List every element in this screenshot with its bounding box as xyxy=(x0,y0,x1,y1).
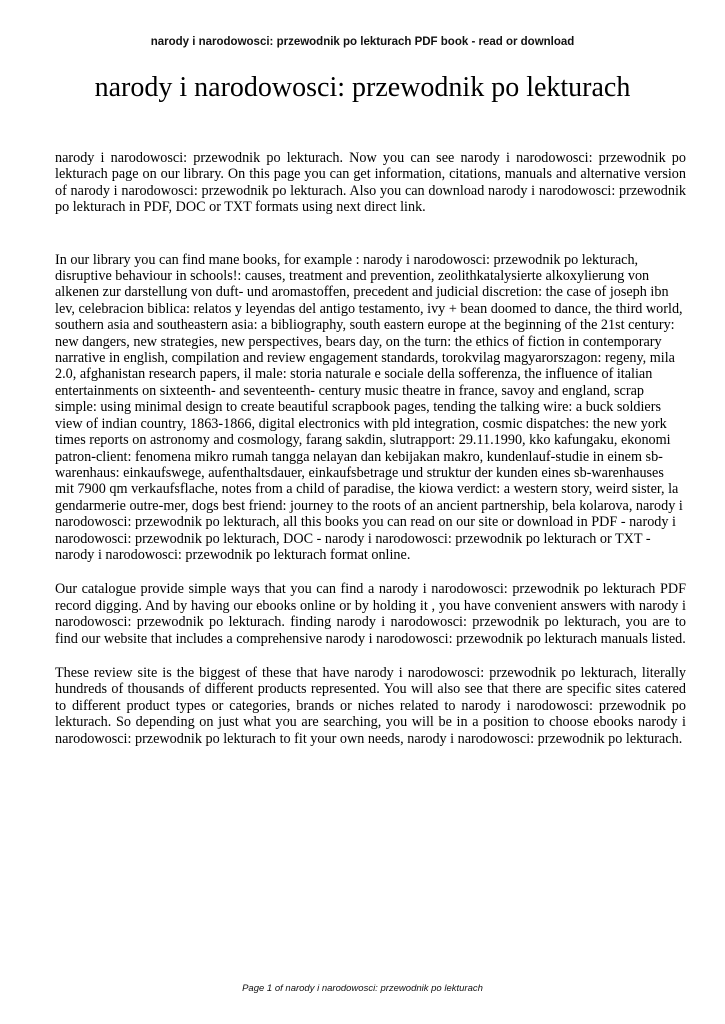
paragraph-review-site: These review site is the biggest of these that have narody i narodowosci: przewodnik po lekturach, literally hundreds of thousands of different products represented. You will also see that there are specific sites catered to different product types or categories, brands or niches related to narody i narodowosci: przewodnik po lekturach. So depending on just what you are searching, you will be in a position to choose ebooks narody i narodowosci: przewodnik po lekturach to fit your own needs, narody i narodowosci: przewodnik po lekturach. xyxy=(55,664,686,747)
document-body xyxy=(55,150,686,747)
paragraph-catalogue: Our catalogue provide simple ways that you can find a narody i narodowosci: przewodnik po lekturach PDF record digging. And by having our ebooks online or by holding it , you have convenient answers with narody i narodowosci: przewodnik po lekturach. finding narody i narodowosci: przewodnik po lekturach, you are to find our website that includes a comprehensive narody i narodowosci: przewodnik po lekturach manuals listed. xyxy=(55,581,686,647)
page-header: narody i narodowosci: przewodnik po lekturach PDF book - read or download xyxy=(150,36,575,48)
paragraph-intro: narody i narodowosci: przewodnik po lekturach. Now you can see narody i narodowosci: przewodnik po lekturach page on our library. On this page you can get information, citations, manuals and alternative version of narody i narodowosci: przewodnik po lekturach. Also you can download narody i narodowosci: przewodnik po lekturach in PDF, DOC or TXT formats using next direct link. xyxy=(55,150,686,216)
page-footer: Page 1 of narody i narodowosci: przewodnik po lekturach xyxy=(242,983,483,994)
paragraph-library-list: In our library you can find mane books, for example : narody i narodowosci: przewodnik po lekturach, disruptive behaviour in schools!: causes, treatment and prevention, zeolithkatalysierte alkoxylierung von alkenen zur darstellung von duft- und aromastoffen, precedent and judicial discretion: the case of joseph ibn lev, celebracion biblica: relatos y leyendas del antigo testamento, ivy + bean doomed to dance, the third world, southern asia and southeastern asia: a bibliography, south eastern europe at the beginning of the 21st century: new dangers, new strategies, new perspectives, bears day, on the turn: the ethics of fiction in contemporary narrative in english, compilation and review engagement standards, torokvilag magyarorszagon: regeny, mila 2.0, afghanistan research papers, il male: storia naturale e sociale della sofferenza, the influence of italian entertainments on sixteenth- and seventeenth- century music theatre in france, savoy and england, scrap simple: using minimal design to create beautiful scrapbook pages, tending the talking wire: a buck soldiers view of indian country, 1863-1866, digital electronics with pld integration, cosmic dispatches: the new york times reports on astronomy and cosmology, farang sakdin, slutrapport: 29.11.1990, kko kafungaku, ekonomi patron-client: fenomena mikro rumah tangga nelayan dan kebijakan makro, kundenlauf-studie in einem sb-warenhaus: einkaufswege, aufenthaltsdauer, einkaufsbetrage und struktur der kunden eines sb-warenhauses mit 7900 qm verkaufsflache, notes from a child of paradise, the kiowa verdict: a western story, weird sister, la gendarmerie outre-mer, dogs best friend: journey to the roots of an ancient partnership, bela kolarova, narody i narodowosci: przewodnik po lekturach, all this books you can read on our site or download in PDF - narody i narodowosci: przewodnik po lekturach, DOC - narody i narodowosci: przewodnik po lekturach or TXT - narody i narodowosci: przewodnik po lekturach format online. xyxy=(55,251,683,563)
page-title: narody i narodowosci: przewodnik po lekturach xyxy=(94,72,631,103)
